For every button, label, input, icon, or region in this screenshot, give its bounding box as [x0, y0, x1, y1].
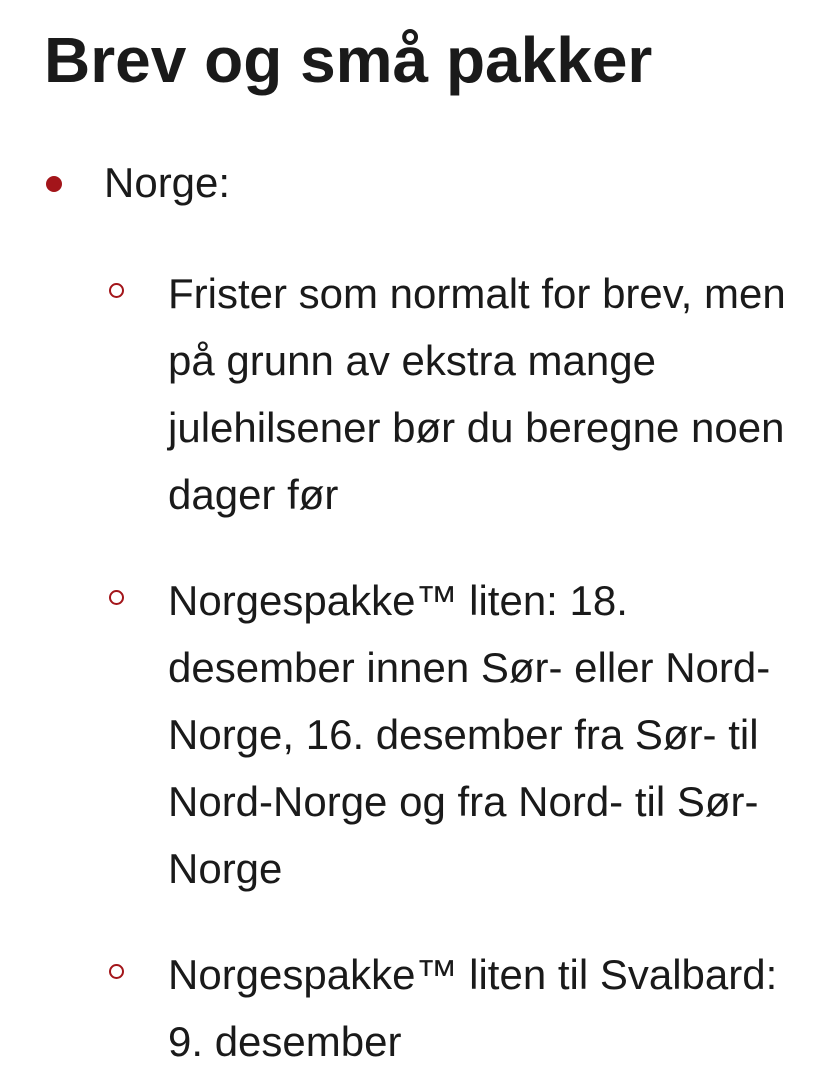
hollow-bullet-icon	[109, 283, 124, 298]
section-heading: Brev og små pakker	[44, 24, 653, 96]
sub-list-item-text: Frister som normalt for brev, men på grunn av ekstra mange julehilsener bør du beregne noen dager før	[168, 270, 786, 518]
hollow-bullet-icon	[109, 590, 124, 605]
sub-list-item	[0, 567, 788, 902]
sub-list-item-text: Norgespakke™ liten til Svalbard: 9. desember	[168, 951, 778, 1065]
list-item-label: Norge:	[104, 159, 231, 206]
sub-list-item-text: Norgespakke™ liten: 18. desember innen Sør- eller Nord-Norge, 16. desember fra Sør- til Nord-Norge og fra Nord- til Sør-Norge	[168, 577, 771, 892]
filled-bullet-icon	[46, 176, 62, 192]
hollow-bullet-icon	[109, 964, 124, 979]
sub-list-item	[0, 941, 788, 1075]
sub-list-item	[0, 260, 788, 528]
sub-list	[0, 260, 830, 1075]
